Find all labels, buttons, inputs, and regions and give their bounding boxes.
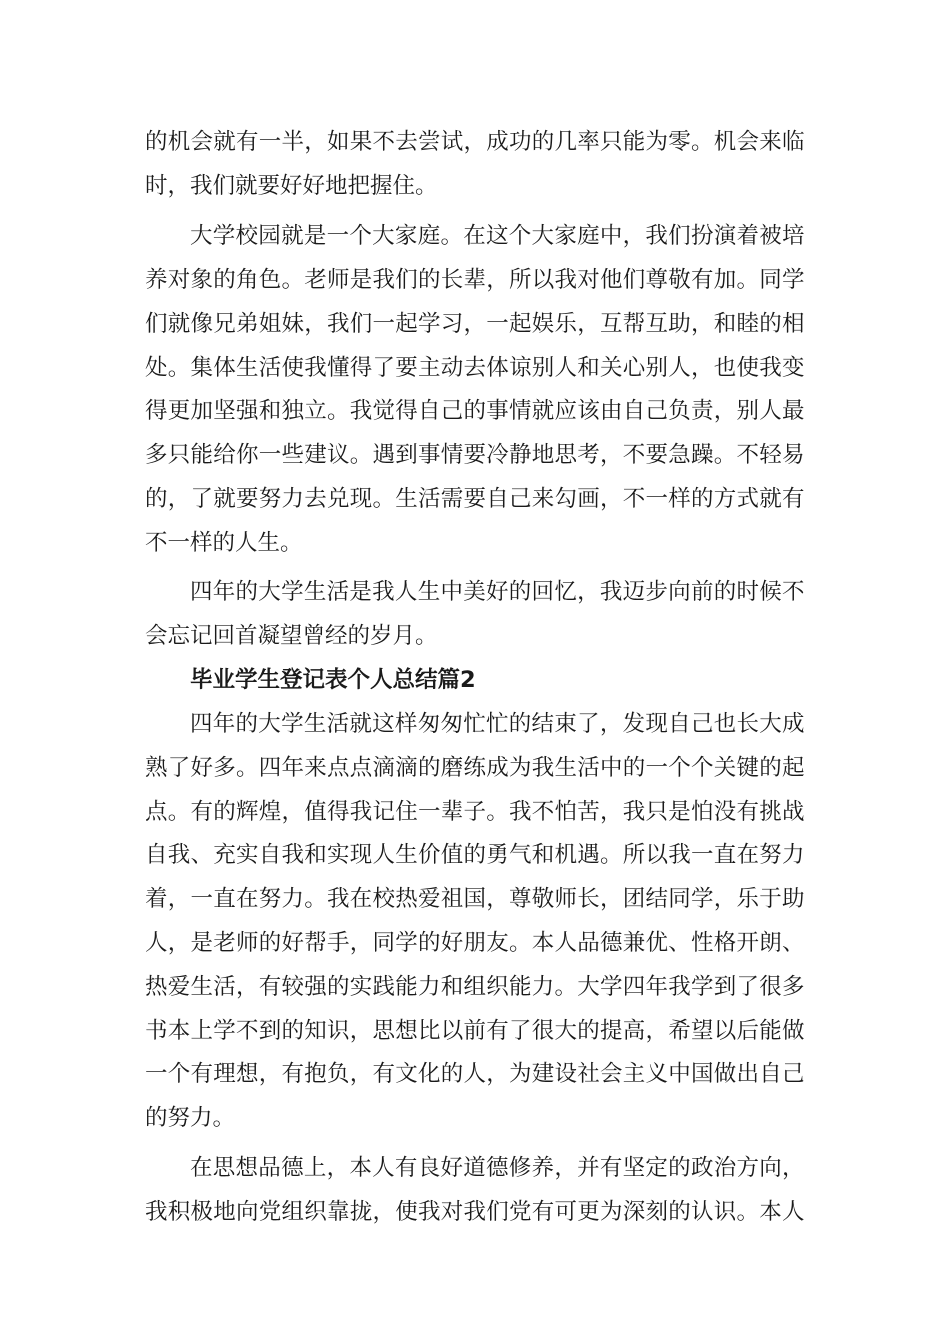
text-line: 人，是老师的好帮手，同学的好朋友。本人品德兼优、性格开朗、 xyxy=(145,930,805,956)
text-line: 自我、充实自我和实现人生价值的勇气和机遇。所以我一直在努力 xyxy=(145,842,805,868)
text-line: 热爱生活，有较强的实践能力和组织能力。大学四年我学到了很多 xyxy=(145,974,805,1000)
text-line: 书本上学不到的知识，思想比以前有了很大的提高，希望以后能做 xyxy=(145,1018,805,1044)
text-line: 我积极地向党组织靠拢，使我对我们党有可更为深刻的认识。本人 xyxy=(145,1199,805,1225)
text-line: 时，我们就要好好地把握住。 xyxy=(145,173,438,199)
text-line: 的机会就有一半，如果不去尝试，成功的几率只能为零。机会来临 xyxy=(145,129,805,155)
text-line: 的，了就要努力去兑现。生活需要自己来勾画，不一样的方式就有 xyxy=(145,486,805,512)
text-line: 不一样的人生。 xyxy=(145,530,303,556)
text-line: 处。集体生活使我懂得了要主动去体谅别人和关心别人，也使我变 xyxy=(145,355,805,381)
text-line: 们就像兄弟姐妹，我们一起学习，一起娱乐，互帮互助，和睦的相 xyxy=(145,311,805,337)
text-line: 四年的大学生活就这样匆匆忙忙的结束了，发现自己也长大成 xyxy=(190,711,805,737)
text-line: 熟了好多。四年来点点滴滴的磨练成为我生活中的一个个关键的起 xyxy=(145,755,805,781)
text-line: 一个有理想，有抱负，有文化的人，为建设社会主义中国做出自己 xyxy=(145,1061,805,1087)
section-heading: 毕业学生登记表个人总结篇2 xyxy=(190,667,476,693)
text-line: 的努力。 xyxy=(145,1105,236,1131)
text-line: 着，一直在努力。我在校热爱祖国，尊敬师长，团结同学，乐于助 xyxy=(145,886,805,912)
text-line: 会忘记回首凝望曾经的岁月。 xyxy=(145,623,438,649)
text-line: 大学校园就是一个大家庭。在这个大家庭中，我们扮演着被培 xyxy=(190,223,805,249)
text-line: 点。有的辉煌，值得我记住一辈子。我不怕苦，我只是怕没有挑战 xyxy=(145,799,805,825)
text-line: 在思想品德上，本人有良好道德修养，并有坚定的政治方向， xyxy=(190,1155,805,1181)
text-line: 得更加坚强和独立。我觉得自己的事情就应该由自己负责，别人最 xyxy=(145,398,805,424)
text-line: 养对象的角色。老师是我们的长辈，所以我对他们尊敬有加。同学 xyxy=(145,267,805,293)
text-line: 四年的大学生活是我人生中美好的回忆，我迈步向前的时候不 xyxy=(190,579,805,605)
text-line: 多只能给你一些建议。遇到事情要冷静地思考，不要急躁。不轻易 xyxy=(145,442,805,468)
